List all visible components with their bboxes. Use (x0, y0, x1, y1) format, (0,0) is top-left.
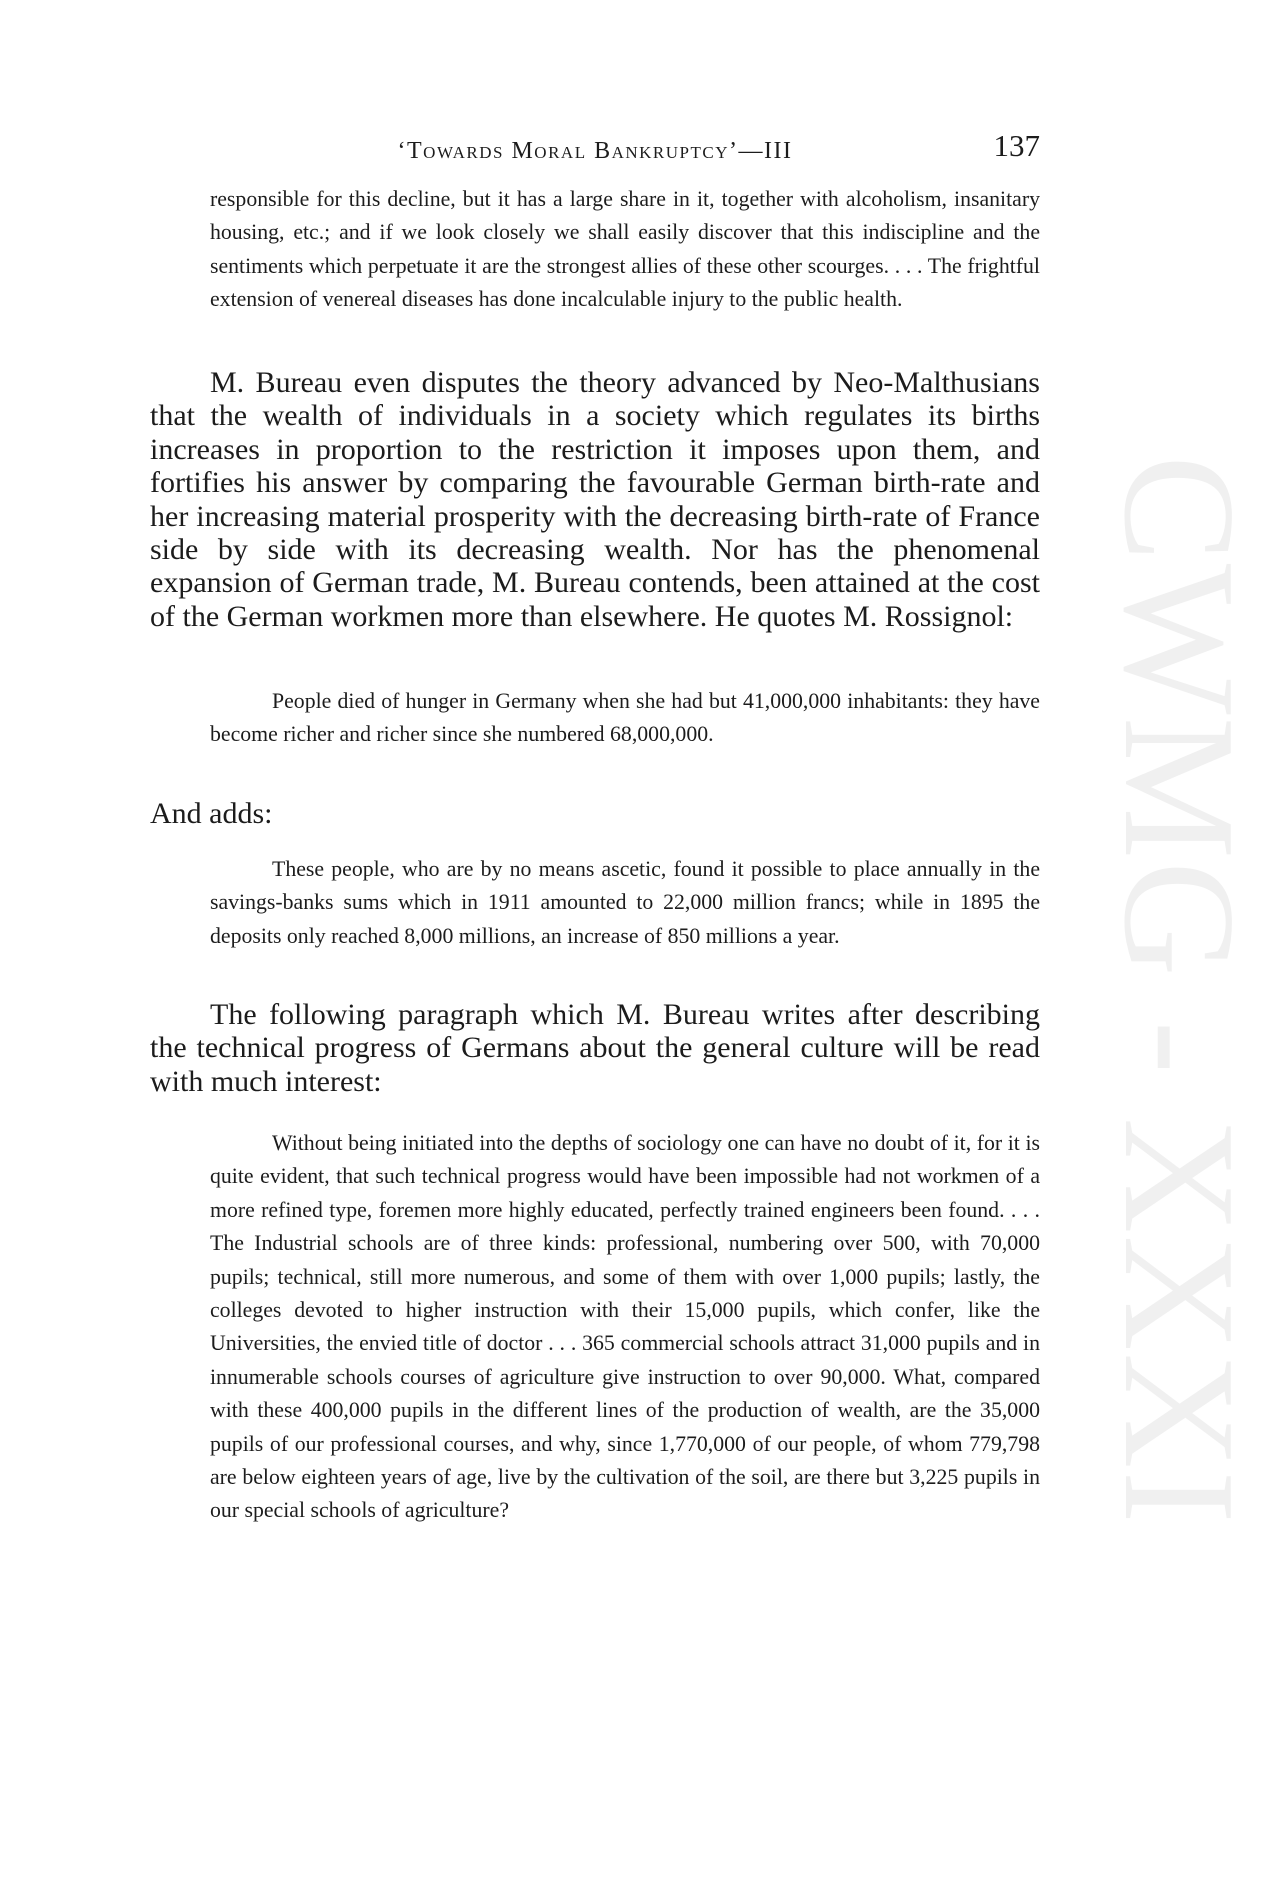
paragraph-text: M. Bureau even disputes the theory advanced by Neo-Malthusians that the wealth of individuals in a society which regulates its births increases in proportion to the restriction it imposes upon them, and fortifies his answer by comparing the favourable German birth-rate and her increasing material prosperity with the decreasing birth-rate of France side by side with its decreasing wealth. Nor has the phenomenal expansion of German trade, M. Bureau contends, been attained at the cost of the German workmen more than elsewhere. He quotes M. Rossignol: (150, 366, 1040, 633)
body-paragraph-2 (150, 797, 1040, 830)
paragraph-text: The following paragraph which M. Bureau writes after describing the technical progress of Germans about the general culture will be read with much interest: (150, 998, 1040, 1098)
running-title: ‘Towards Moral Bankruptcy’—III (397, 138, 793, 164)
watermark: CWMG - XXXI (1091, 455, 1269, 1526)
paragraph-text: And adds: (150, 797, 273, 830)
running-head (150, 128, 1040, 168)
block-quote-4 (210, 1127, 1040, 1528)
quote-text: responsible for this decline, but it has a large share in it, together with alcoholism, insanitary housing, etc.; and if we look closely we shall easily discover that this indiscipline and the sentiments which perpetuate it are the strongest allies of these other scourges. . . . The frightful extension of venereal diseases has done incalculable injury to the public health. (210, 187, 1040, 312)
body-paragraph-3 (150, 998, 1040, 1098)
block-quote-3 (210, 853, 1040, 953)
block-quote-1 (210, 183, 1040, 317)
quote-text: These people, who are by no means ascetic, found it possible to place annually in the savings-banks sums which in 1911 amounted to 22,000 million francs; while in 1895 the deposits only reached 8,000 millions, an increase of 850 millions a year. (210, 857, 1040, 948)
quote-text: Without being initiated into the depths of sociology one can have no doubt of it, for it is quite evident, that such technical progress would have been impossible had not workmen of a more refined type, foremen more highly educated, perfectly trained engineers been found. . . . The Industrial schools are of three kinds: professional, numbering over 500, with 70,000 pupils; technical, still more numerous, and some of them with over 1,000 pupils; lastly, the colleges devoted to higher instruction with their 15,000 pupils, which confer, like the Universities, the envied title of doctor . . . 365 commercial schools attract 31,000 pupils and in innumerable schools courses of agriculture give instruction to over 90,000. What, compared with these 400,000 pupils in the different lines of the production of wealth, are the 35,000 pupils of our professional courses, and why, since 1,770,000 of our people, of whom 779,798 are below eighteen years of age, live by the cultivation of the soil, are there but 3,225 pupils in our special schools of agriculture? (210, 1131, 1040, 1523)
block-quote-2 (210, 685, 1040, 752)
page-number: 137 (993, 128, 1040, 163)
body-paragraph-1 (150, 366, 1040, 633)
quote-text: People died of hunger in Germany when she had but 41,000,000 inhabitants: they have become richer and richer since she numbered 68,000,000. (210, 689, 1040, 747)
